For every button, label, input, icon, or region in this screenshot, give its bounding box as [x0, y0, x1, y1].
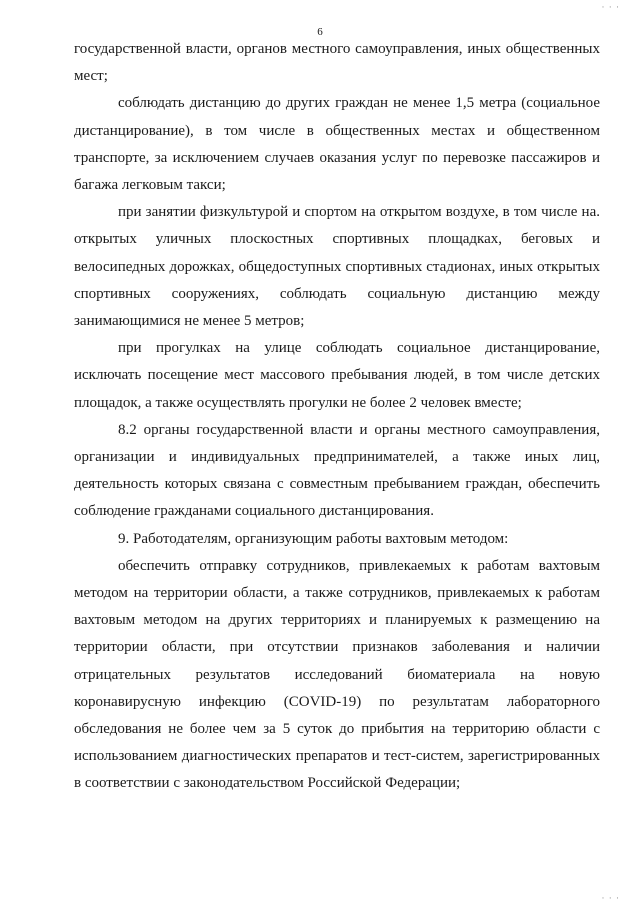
paragraph-shift-workers: обеспечить отправку сотрудников, привлекаемых к работам вахтовым методом на территории области, а также сотрудников, привлекаемых к работам вахтовым методом на других территориях и планируемых к размещению на территории области, при отсутствии признаков заболевания и наличии отрицательных результатов исследований биоматериала на новую коронавирусную инфекцию (COVID-19) по результатам лабораторного обследования не более чем за 5 суток до прибытия на территорию области с использованием диагностических препаратов и тест-систем, зарегистрированных в соответствии с законодательством Российской Федерации; [74, 557, 600, 792]
document-body [74, 36, 600, 798]
paragraph-social-distance: соблюдать дистанцию до других граждан не менее 1,5 метра (социальное дистанцирование), в том числе в общественных местах и общественном транспорте, за исключением случаев оказания услуг по перевозке пассажиров и багажа легковым такси; [74, 95, 600, 194]
corner-mark-top: · · · [601, 2, 620, 12]
corner-mark-bottom: · · · [601, 893, 620, 903]
paragraph-walks: при прогулках на улице соблюдать социальное дистанцирование, исключать посещение мест массового пребывания людей, в том числе детских площадок, а также осуществлять прогулки не более 2 человек вместе; [74, 340, 600, 411]
paragraph-item-8-2: 8.2 органы государственной власти и органы местного самоуправления, организации и индивидуальных предпринимателей, а также иных лиц, деятельность которых связана с совместным пребыванием граждан, обеспечить соблюдение гражданами социального дистанцирования. [74, 421, 600, 520]
paragraph-item-9-heading: 9. Работодателям, организующим работы вахтовым методом: [118, 530, 509, 547]
paragraph-sports-outdoor: при занятии физкультурой и спортом на открытом воздухе, в том числе на. открытых уличных плоскостных спортивных площадках, беговых и велосипедных дорожках, общедоступных спортивных стадионах, иных открытых спортивных сооружениях, соблюдать социальную дистанцию между занимающимися не менее 5 метров; [74, 204, 600, 330]
paragraph-continuation: государственной власти, органов местного самоуправления, иных общественных мест; [74, 41, 600, 85]
page-number: 6 [317, 26, 323, 38]
